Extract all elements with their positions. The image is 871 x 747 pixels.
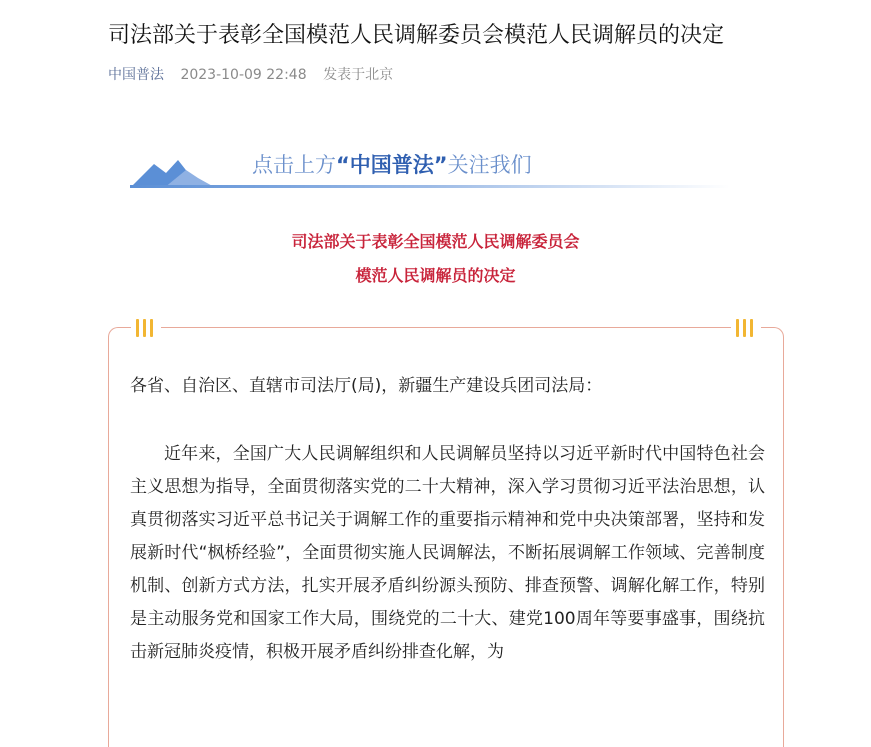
follow-brand: “中国普法” [336, 153, 448, 177]
publish-location: 发表于北京 [323, 67, 394, 83]
article-meta [108, 65, 393, 85]
follow-banner[interactable] [130, 140, 730, 192]
publish-time: 2023-10-09 22:48 [180, 67, 307, 83]
body-paragraph: 近年来，全国广大人民调解组织和人民调解员坚持以习近平新时代中国特色社会主义思想为指导，全面贯彻落实党的二十大精神，深入学习贯彻习近平法治思想，认真贯彻落实习近平总书记关于调解工作的重要指示精神和党中央决策部署，坚持和发展新时代“枫桥经验”，全面贯彻实施人民调解法，不断拓展调解工作领域、完善制度机制、创新方式方法，扎实开展矛盾纠纷源头预防、排查预警、调解化解工作，特别是主动服务党和国家工作大局，围绕党的二十大、建党100周年等要事盛事，围绕抗击新冠肺炎疫情，积极开展矛盾纠纷排查化解，为 [130, 444, 765, 662]
decor-bars-icon [731, 318, 761, 338]
decision-title-line1: 司法部关于表彰全国模范人民调解委员会 [291, 232, 580, 251]
decision-title-line2: 模范人民调解员的决定 [355, 266, 516, 285]
follow-prompt [252, 152, 532, 178]
follow-suffix: 关注我们 [447, 153, 532, 177]
article-title: 司法部关于表彰全国模范人民调解委员会模范人民调解员的决定 [108, 23, 725, 48]
decor-bars-icon [131, 318, 161, 338]
follow-prefix: 点击上方 [252, 153, 336, 177]
salutation: 各省、自治区、直辖市司法厅(局)，新疆生产建设兵团司法局： [130, 376, 603, 396]
account-name-link[interactable]: 中国普法 [108, 67, 164, 83]
